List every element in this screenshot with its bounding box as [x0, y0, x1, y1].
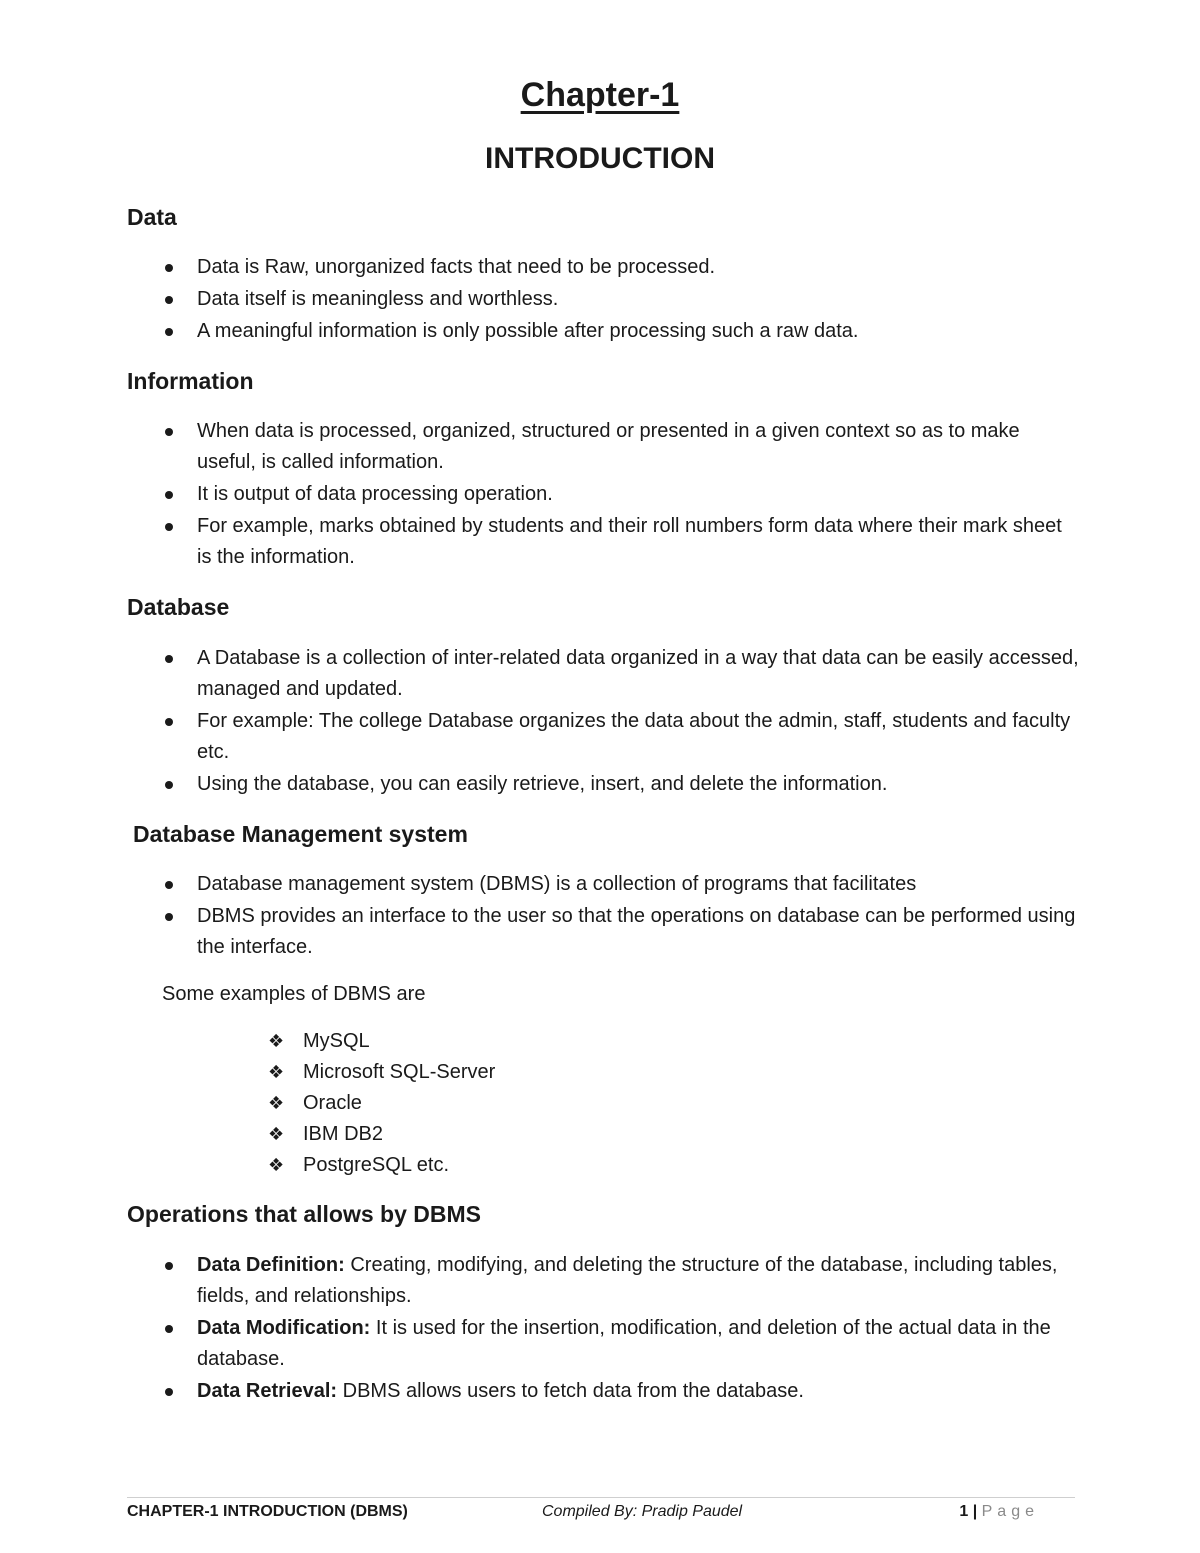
main-title: INTRODUCTION [485, 142, 715, 175]
operations-bullet-list [0, 1250, 1200, 1408]
page-word: Page [981, 1503, 1039, 1520]
list-item [0, 1250, 1200, 1312]
list-item [0, 1150, 1200, 1181]
list-item: Data is Raw, unorganized facts that need to be processed. [0, 252, 1200, 283]
footer-divider [127, 1497, 1075, 1498]
example-label: Microsoft SQL-Server [303, 1061, 496, 1083]
example-label: IBM DB2 [303, 1123, 384, 1145]
list-item: A Database is a collection of inter-related data organized in a way that data can be easily accessed, managed and updated. [0, 643, 1200, 705]
dbms-examples-intro: Some examples of DBMS are [162, 983, 426, 1005]
section-heading-data: Data [127, 204, 177, 230]
dbms-examples-list [0, 1026, 1200, 1181]
list-item: When data is processed, organized, structured or presented in a given context so as to make useful, is called information. [0, 416, 1200, 478]
operation-description: DBMS allows users to fetch data from the database. [337, 1380, 804, 1402]
section-heading-information: Information [127, 368, 254, 394]
footer-page-indicator [959, 1503, 1039, 1521]
list-item: For example, marks obtained by students and their roll numbers form data where their mark sheet is the information. [0, 511, 1200, 573]
list-item: DBMS provides an interface to the user so that the operations on database can be performed using the interface. [0, 901, 1200, 963]
information-bullet-list [0, 416, 1200, 574]
list-item: A meaningful information is only possible after processing such a raw data. [0, 316, 1200, 347]
page-separator: | [972, 1503, 978, 1520]
example-label: PostgreSQL etc. [303, 1154, 449, 1176]
footer-author: Compiled By: Pradip Paudel [542, 1503, 743, 1520]
list-item [0, 1057, 1200, 1088]
list-item [0, 1119, 1200, 1150]
list-item [0, 1376, 1200, 1407]
section-heading-database: Database [127, 594, 230, 620]
diamond-bullet-icon: ❖ [268, 1124, 285, 1144]
operation-description: Creating, modifying, and deleting the structure of the database, including tables, fields, and relationships. [197, 1254, 1058, 1307]
example-label: MySQL [303, 1030, 370, 1052]
page-number: 1 [959, 1503, 969, 1520]
example-label: Oracle [303, 1092, 362, 1114]
list-item: Using the database, you can easily retrieve, insert, and delete the information. [0, 769, 1200, 800]
chapter-title: Chapter-1 [520, 76, 680, 114]
list-item [0, 1313, 1200, 1375]
list-item: For example: The college Database organizes the data about the admin, staff, students and faculty etc. [0, 706, 1200, 768]
list-item: It is output of data processing operation. [0, 479, 1200, 510]
operation-term: Data Retrieval: [197, 1380, 338, 1402]
page-footer [127, 1503, 1075, 1525]
list-item: Database management system (DBMS) is a collection of programs that facilitates [0, 869, 1200, 900]
diamond-bullet-icon: ❖ [268, 1031, 285, 1051]
diamond-bullet-icon: ❖ [268, 1155, 285, 1175]
diamond-bullet-icon: ❖ [268, 1093, 285, 1113]
dbms-bullet-list [0, 869, 1200, 964]
operation-term: Data Definition: [197, 1254, 345, 1276]
footer-chapter-label: CHAPTER-1 INTRODUCTION (DBMS) [127, 1503, 408, 1520]
list-item [0, 1026, 1200, 1057]
list-item [0, 1088, 1200, 1119]
diamond-bullet-icon: ❖ [268, 1062, 285, 1082]
database-bullet-list [0, 643, 1200, 801]
operation-term: Data Modification: [197, 1317, 371, 1339]
section-heading-operations: Operations that allows by DBMS [127, 1201, 481, 1227]
operation-description: It is used for the insertion, modification, and deletion of the actual data in the database. [197, 1317, 1051, 1370]
section-heading-dbms: Database Management system [133, 821, 468, 847]
list-item: Data itself is meaningless and worthless. [0, 284, 1200, 315]
data-bullet-list [0, 252, 1200, 348]
